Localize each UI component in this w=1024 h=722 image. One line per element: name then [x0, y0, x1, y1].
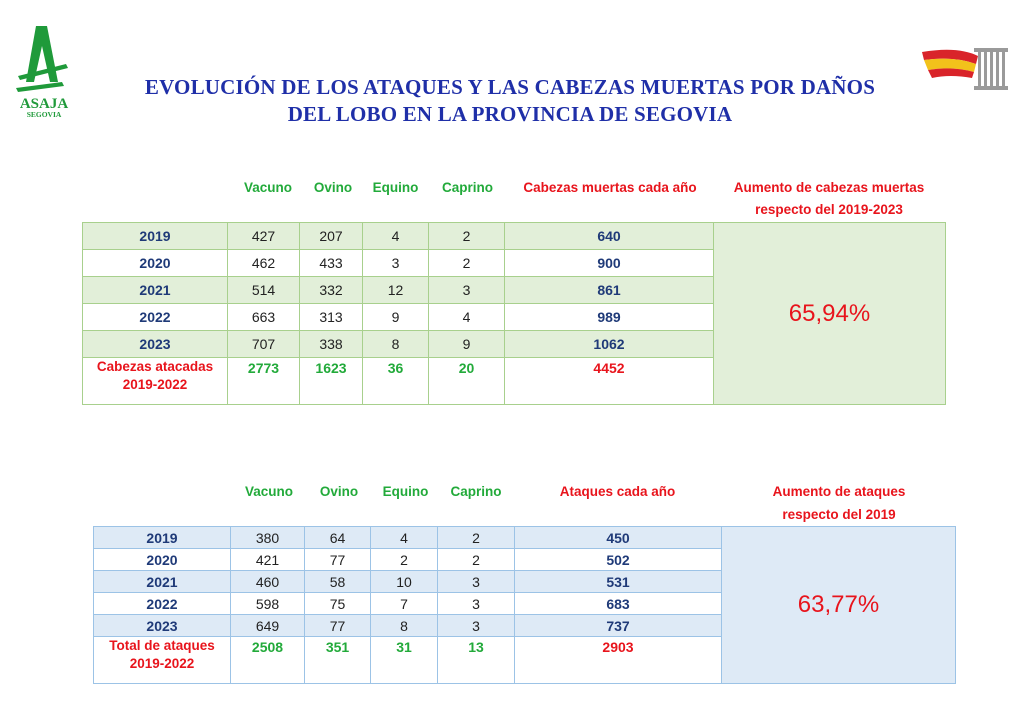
cell-vacuno: 514 — [228, 277, 300, 304]
cell-caprino: 9 — [429, 331, 505, 358]
row-year: 2021 — [94, 571, 231, 593]
cell-caprino: 3 — [438, 593, 515, 615]
row-year: 2022 — [94, 593, 231, 615]
increase-value: 63,77% — [722, 527, 956, 684]
cell-vacuno: 707 — [228, 331, 300, 358]
cell-equino: 9 — [363, 304, 429, 331]
cell-equino: 4 — [363, 223, 429, 250]
cell-equino: 7 — [371, 593, 438, 615]
increase-value: 65,94% — [714, 223, 946, 405]
cell-ovino: 433 — [300, 250, 363, 277]
page-title-line-2: DEL LOBO EN LA PROVINCIA DE SEGOVIA — [287, 102, 733, 126]
row-year: 2019 — [94, 527, 231, 549]
cell-total: 861 — [505, 277, 714, 304]
t1-header-total: Cabezas muertas cada año — [523, 180, 697, 195]
sum-total: 2903 — [515, 637, 722, 684]
cell-total: 900 — [505, 250, 714, 277]
row-year: 2023 — [94, 615, 231, 637]
svg-text:SEGOVIA: SEGOVIA — [26, 110, 62, 119]
summary-label-line-1: Total de ataques — [109, 638, 215, 653]
cell-equino: 4 — [371, 527, 438, 549]
cell-caprino: 3 — [429, 277, 505, 304]
sum-equino: 31 — [371, 637, 438, 684]
t2-header-caprino: Caprino — [450, 484, 502, 499]
sum-vacuno: 2508 — [231, 637, 305, 684]
cell-caprino: 2 — [438, 549, 515, 571]
t1-header-increase-2: respecto del 2019-2023 — [755, 202, 903, 217]
cell-vacuno: 462 — [228, 250, 300, 277]
t2-header-increase-1: Aumento de ataques — [772, 484, 906, 499]
cell-ovino: 77 — [305, 549, 371, 571]
cell-vacuno: 421 — [231, 549, 305, 571]
cell-total: 640 — [505, 223, 714, 250]
row-year: 2022 — [83, 304, 228, 331]
cell-ovino: 58 — [305, 571, 371, 593]
sum-caprino: 20 — [429, 358, 505, 405]
cell-ovino: 332 — [300, 277, 363, 304]
sum-equino: 36 — [363, 358, 429, 405]
cell-total: 1062 — [505, 331, 714, 358]
cell-ovino: 75 — [305, 593, 371, 615]
t1-header-vacuno: Vacuno — [243, 180, 292, 195]
row-year: 2023 — [83, 331, 228, 358]
cell-ovino: 207 — [300, 223, 363, 250]
cell-caprino: 2 — [429, 223, 505, 250]
sum-vacuno: 2773 — [228, 358, 300, 405]
cell-ovino: 77 — [305, 615, 371, 637]
cell-total: 989 — [505, 304, 714, 331]
table-row — [83, 223, 946, 250]
cell-caprino: 2 — [438, 527, 515, 549]
cell-caprino: 4 — [429, 304, 505, 331]
cell-total: 502 — [515, 549, 722, 571]
cell-equino: 12 — [363, 277, 429, 304]
t1-header-increase-1: Aumento de cabezas muertas — [733, 180, 925, 195]
cell-vacuno: 427 — [228, 223, 300, 250]
sum-total: 4452 — [505, 358, 714, 405]
row-year: 2020 — [83, 250, 228, 277]
cell-equino: 8 — [371, 615, 438, 637]
cell-vacuno: 598 — [231, 593, 305, 615]
summary-label — [94, 637, 231, 684]
sum-ovino: 1623 — [300, 358, 363, 405]
summary-label — [83, 358, 228, 405]
summary-label-line-2: 2019-2022 — [129, 656, 195, 671]
cell-ovino: 64 — [305, 527, 371, 549]
cell-equino: 3 — [363, 250, 429, 277]
cell-vacuno: 663 — [228, 304, 300, 331]
cell-vacuno: 380 — [231, 527, 305, 549]
cell-vacuno: 649 — [231, 615, 305, 637]
table-row — [94, 527, 956, 549]
summary-label-line-2: 2019-2022 — [122, 377, 188, 392]
cell-total: 531 — [515, 571, 722, 593]
t2-header-ovino: Ovino — [319, 484, 359, 499]
row-year: 2020 — [94, 549, 231, 571]
cell-ovino: 313 — [300, 304, 363, 331]
t2-header-vacuno: Vacuno — [244, 484, 293, 499]
page-title-line-1: EVOLUCIÓN DE LOS ATAQUES Y LAS CABEZAS MUERTAS POR DAÑOS — [144, 75, 876, 99]
t1-header-ovino: Ovino — [313, 180, 353, 195]
wolf-attacks-table — [93, 526, 956, 684]
row-year: 2021 — [83, 277, 228, 304]
cell-equino: 8 — [363, 331, 429, 358]
cell-ovino: 338 — [300, 331, 363, 358]
t1-header-equino: Equino — [372, 180, 419, 195]
cell-equino: 10 — [371, 571, 438, 593]
summary-label-line-1: Cabezas atacadas — [96, 359, 214, 374]
t2-header-equino: Equino — [382, 484, 429, 499]
t1-header-caprino: Caprino — [441, 180, 493, 195]
cell-total: 737 — [515, 615, 722, 637]
cell-caprino: 3 — [438, 571, 515, 593]
sum-caprino: 13 — [438, 637, 515, 684]
wolf-dead-heads-table — [82, 222, 946, 405]
sum-ovino: 351 — [305, 637, 371, 684]
cell-caprino: 2 — [429, 250, 505, 277]
t2-header-total: Ataques cada año — [559, 484, 676, 499]
cell-total: 450 — [515, 527, 722, 549]
cell-total: 683 — [515, 593, 722, 615]
cell-vacuno: 460 — [231, 571, 305, 593]
row-year: 2019 — [83, 223, 228, 250]
cell-caprino: 3 — [438, 615, 515, 637]
svg-text:ASAJA: ASAJA — [19, 96, 69, 112]
cell-equino: 2 — [371, 549, 438, 571]
t2-header-increase-2: respecto del 2019 — [782, 507, 896, 522]
